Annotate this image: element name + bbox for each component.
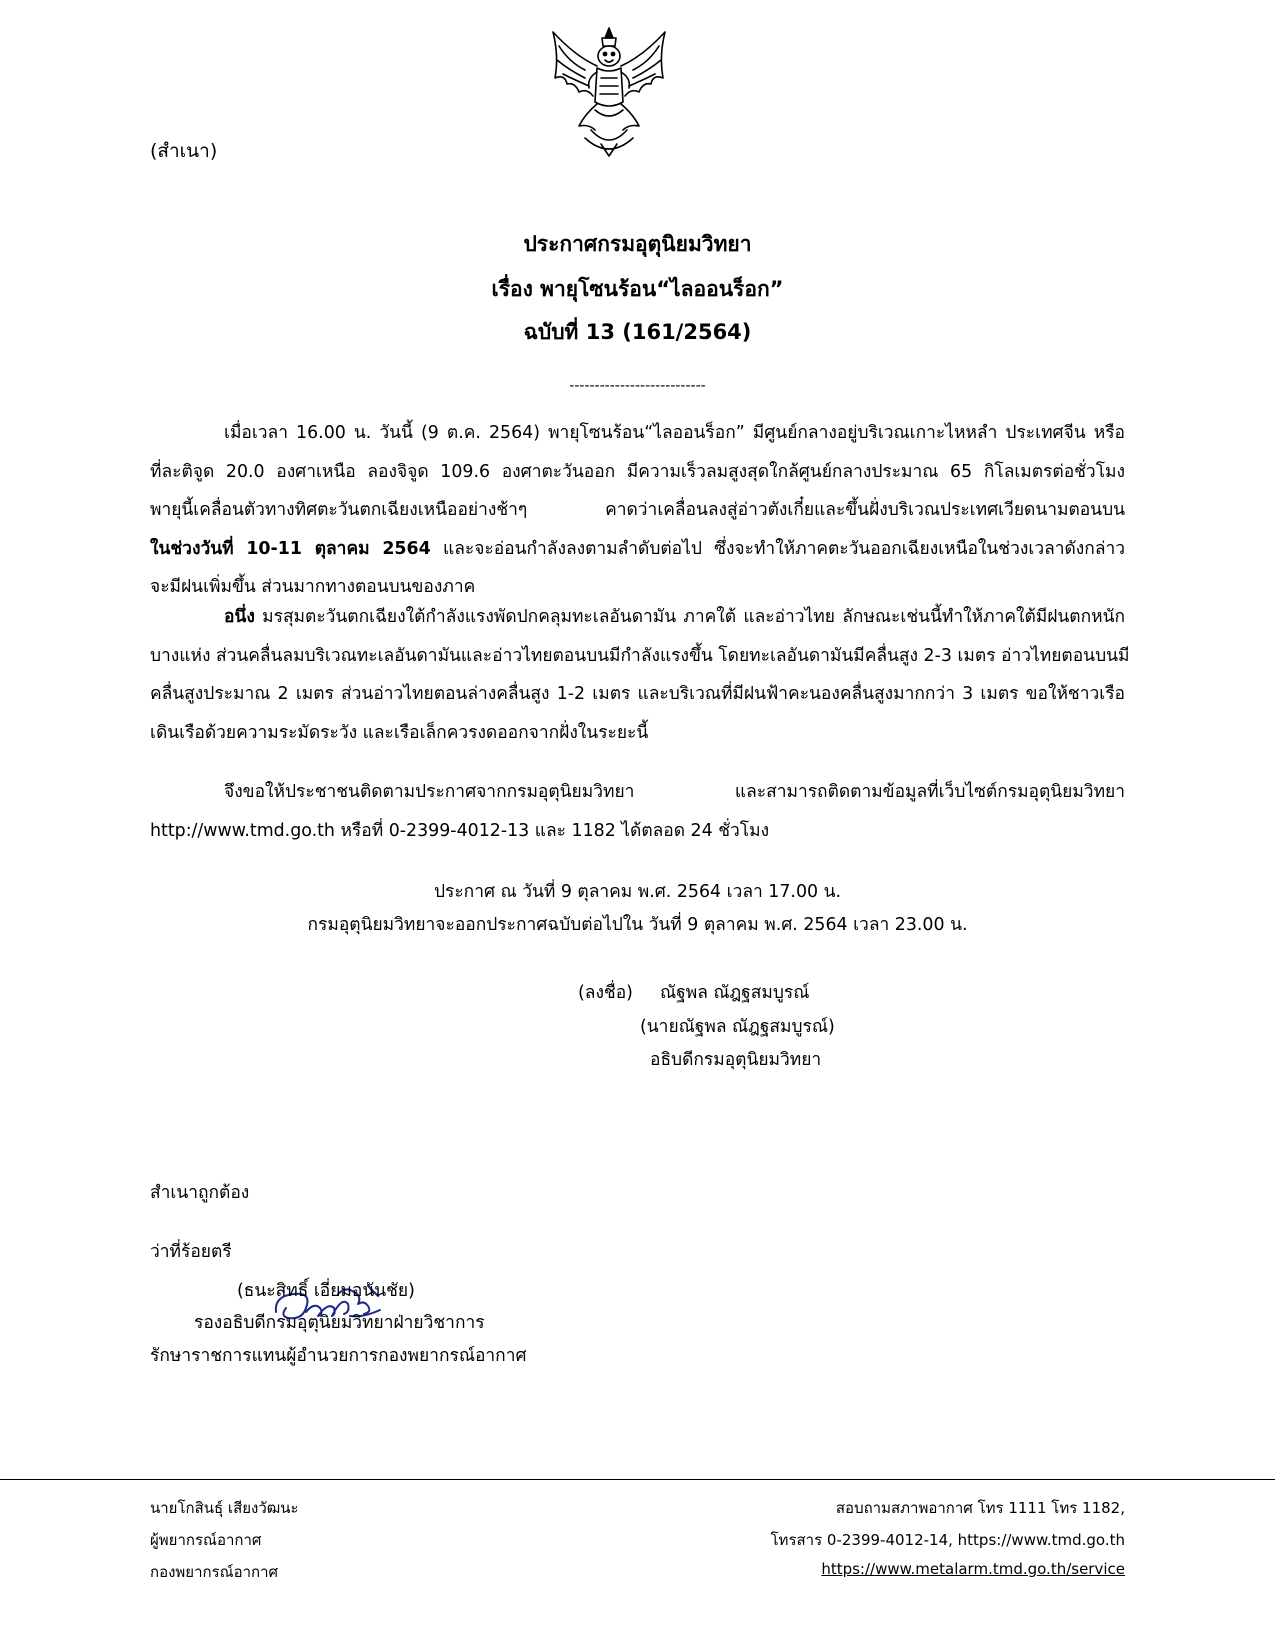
paragraph-line: บางแห่ง ส่วนคลื่นลมบริเวณทะเลอันดามันและอ่าวไทยตอนบนมีกำลังแรงขึ้น โดยทะเลอันดามันมีคลื่นสูง 2-3 เมตร อ่าวไทยตอนบนมี <box>150 645 1130 666</box>
paragraph-line: เมื่อเวลา 16.00 น. วันนี้ (9 ต.ค. 2564) พายุโซนร้อน“ไลออนร็อก” มีศูนย์กลางอยู่บริเวณเกาะไหหลำ ประเทศจีน หรือ <box>224 423 1125 443</box>
footer-divider <box>0 1479 1275 1480</box>
certifier-rank: ว่าที่ร้อยตรี <box>150 1242 232 1262</box>
metalarm-service-link[interactable]: https://www.metalarm.tmd.go.th/service <box>821 1560 1125 1578</box>
paragraph-line: คลื่นสูงประมาณ 2 เมตร ส่วนอ่าวไทยตอนล่างคลื่นสูง 1-2 เมตร และบริเวณที่มีฝนฟ้าคะนองคลื่นสูงมากกว่า 3 เมตร ขอให้ชาวเรือ <box>150 684 1125 705</box>
garuda-emblem-icon <box>545 26 673 160</box>
certifier-position: รองอธิบดีกรมอุตุนิยมวิทยาฝ่ายวิชาการ <box>194 1313 485 1333</box>
paragraph-line: http://www.tmd.go.th หรือที่ 0-2399-4012-13 และ 1182 ได้ตลอด 24 ชั่วโมง <box>150 820 770 841</box>
paragraph-storm-position <box>150 414 1125 607</box>
certified-copy-label: สำเนาถูกต้อง <box>150 1183 250 1203</box>
forecaster-division: กองพยากรณ์อากาศ <box>150 1563 279 1581</box>
signed-name: ณัฐพล ณัฎฐสมบูรณ์ <box>660 983 810 1003</box>
contact-phone: สอบถามสภาพอากาศ โทร 1111 โทร 1182, <box>835 1499 1125 1517</box>
paragraph-line: จึงขอให้ประชาชนติดตามประกาศจากกรมอุตุนิยมวิทยา และสามารถติดตามข้อมูลที่เว็บไซต์กรมอุตุนิยมวิทยา <box>224 782 1125 802</box>
paragraph-monsoon <box>150 598 1130 752</box>
paragraph-line: ที่ละติจูด 20.0 องศาเหนือ ลองจิจูด 109.6 องศาตะวันออก มีความเร็วลมสูงสุดใกล้ศูนย์กลางประมาณ 65 กิโลเมตรต่อชั่วโมง <box>150 461 1125 482</box>
paragraph-text: และจะอ่อนกำลังลงตามลำดับต่อไป ซึ่งจะทำให้ภาคตะวันออกเฉียงเหนือในช่วงเวลาดังกล่าว <box>430 538 1126 559</box>
announcement-number: ฉบับที่ 13 (161/2564) <box>523 320 752 344</box>
paragraph-line <box>150 598 1125 637</box>
note-emphasis: อนึ่ง <box>224 607 255 627</box>
title-separator: --------------------------- <box>569 378 706 394</box>
signer-full-name: (นายณัฐพล ณัฎฐสมบูรณ์) <box>640 1017 835 1037</box>
date-range-emphasis: ในช่วงวันที่ 10-11 ตุลาคม 2564 <box>150 538 431 559</box>
paragraph-line: เดินเรือด้วยความระมัดระวัง และเรือเล็กควรงดออกจากฝั่งในระยะนี้ <box>150 722 649 743</box>
announcement-title: ประกาศกรมอุตุนิยมวิทยา <box>523 232 752 256</box>
certifier-acting-position: รักษาราชการแทนผู้อำนวยการกองพยากรณ์อากาศ <box>150 1346 527 1366</box>
contact-fax-website: โทรสาร 0-2399-4012-14, https://www.tmd.go.th <box>770 1531 1125 1549</box>
paragraph-line <box>150 530 1125 569</box>
paragraph-text: มรสุมตะวันตกเฉียงใต้กำลังแรงพัดปกคลุมทะเลอันดามัน ภาคใต้ และอ่าวไทย ลักษณะเช่นนี้ทำให้ภาคใต้มีฝนตกหนัก <box>254 607 1125 627</box>
forecaster-name: นายโกสินธุ์ เสียงวัฒนะ <box>150 1499 299 1517</box>
next-issue-date: กรมอุตุนิยมวิทยาจะออกประกาศฉบับต่อไปใน วันที่ 9 ตุลาคม พ.ศ. 2564 เวลา 23.00 น. <box>307 915 968 935</box>
announcement-subject: เรื่อง พายุโซนร้อน“ไลออนร็อก” <box>491 277 784 301</box>
forecaster-title: ผู้พยากรณ์อากาศ <box>150 1531 262 1549</box>
certifier-name: (ธนะสิทธิ์ เอี่ยมอนันชัย) <box>237 1281 415 1301</box>
issued-date: ประกาศ ณ วันที่ 9 ตุลาคม พ.ศ. 2564 เวลา 17.00 น. <box>433 882 842 902</box>
paragraph-line: พายุนี้เคลื่อนตัวทางทิศตะวันตกเฉียงเหนืออย่างช้าๆ คาดว่าเคลื่อนลงสู่อ่าวตังเกี๋ยและขึ้นฝั่งบริเวณประเทศเวียดนามตอนบน <box>150 500 1125 521</box>
signed-label: (ลงชื่อ) <box>578 983 633 1003</box>
copy-mark: (สำเนา) <box>150 140 218 162</box>
paragraph-contact <box>150 773 1125 850</box>
paragraph-line: จะมีฝนเพิ่มขึ้น ส่วนมากทางตอนบนของภาค <box>150 577 476 598</box>
signer-position: อธิบดีกรมอุตุนิยมวิทยา <box>650 1050 822 1070</box>
